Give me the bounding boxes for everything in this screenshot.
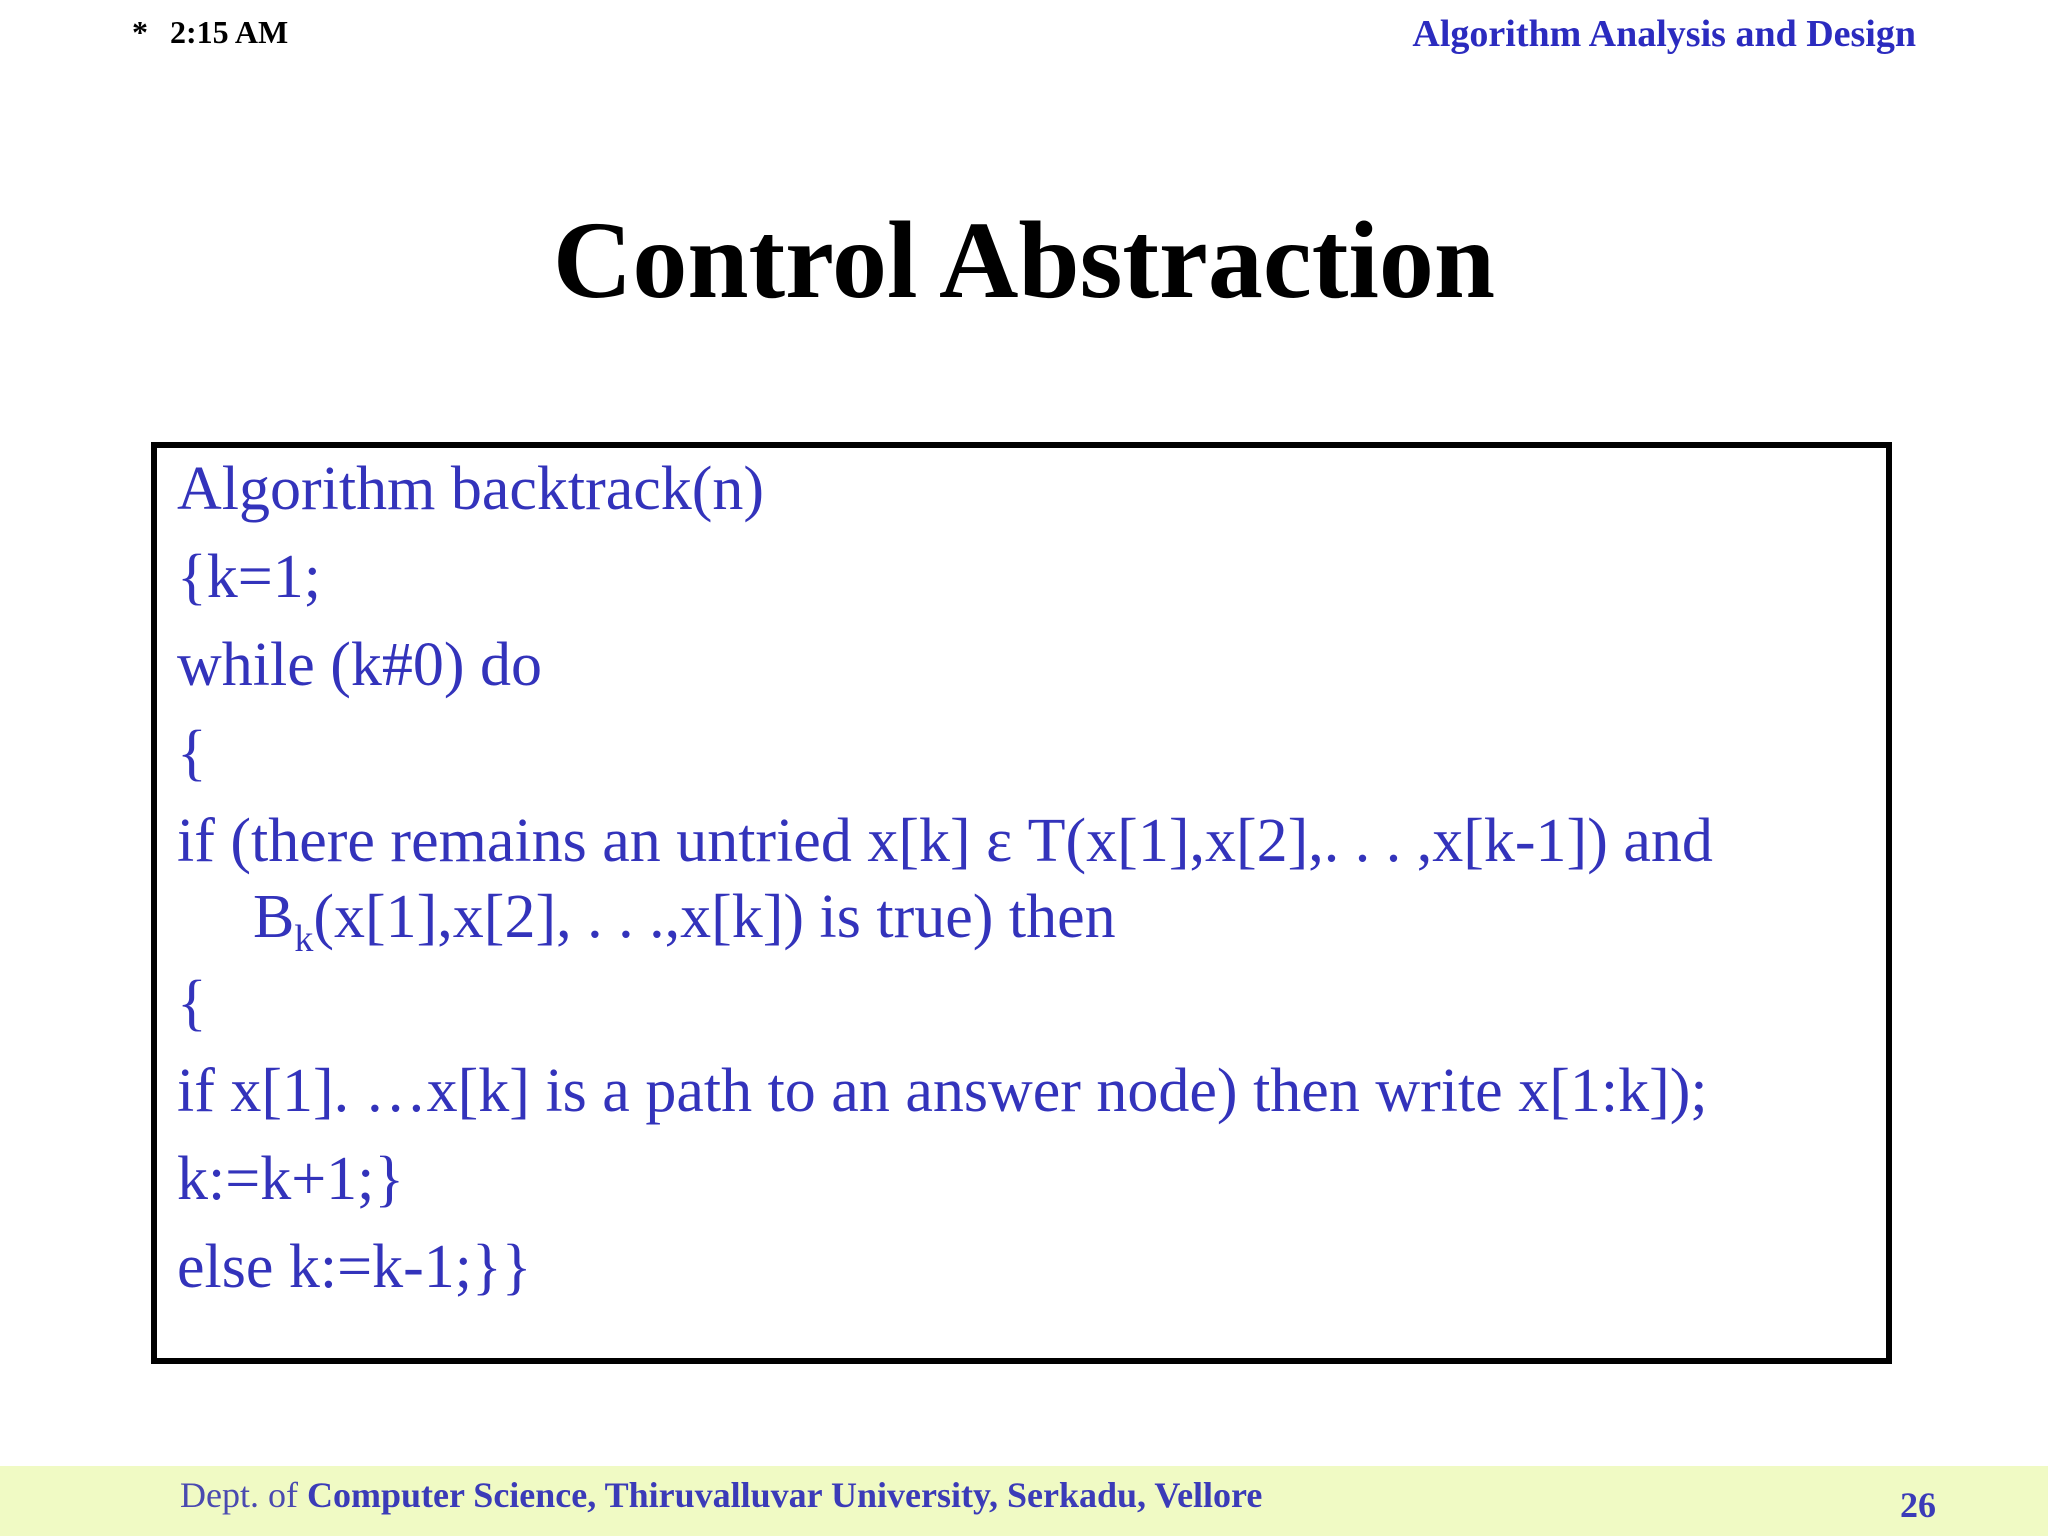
code-line-4: { — [177, 719, 207, 787]
page-number: 26 — [1900, 1485, 1936, 1525]
slide-header-left — [132, 14, 288, 51]
algorithm-code-box — [151, 442, 1892, 1364]
code-line-3: while (k#0) do — [177, 631, 543, 699]
code-line-10: else k:=k-1;}} — [177, 1233, 532, 1301]
code-line-7: { — [177, 969, 207, 1037]
footer-dept-name: Computer Science, Thiruvalluvar University, Serkadu, Vellore — [306, 1475, 1263, 1515]
header-course-title: Algorithm Analysis and Design — [1412, 13, 1916, 55]
code-line-2: {k=1; — [177, 543, 321, 611]
code-line-6-rest: (x[1],x[2], . . .,x[k]) is true) then — [313, 883, 1116, 951]
header-bullet: * — [132, 14, 148, 50]
footer-dept-prefix: Dept. of — [180, 1475, 307, 1515]
header-time: 2:15 AM — [170, 14, 289, 50]
footer-department — [180, 1474, 1262, 1516]
code-line-6 — [253, 883, 1116, 960]
code-line-9: k:=k+1;} — [177, 1145, 405, 1213]
code-line-5: if (there remains an untried x[k] ε T(x[1],x[2],. . . ,x[k-1]) and — [177, 807, 1713, 875]
code-line-8: if x[1]. …x[k] is a path to an answer node) then write x[1:k]); — [177, 1057, 1708, 1125]
slide-title: Control Abstraction — [552, 199, 1496, 321]
code-line-6-b: B — [253, 883, 295, 951]
code-line-1: Algorithm backtrack(n) — [177, 455, 765, 523]
code-line-6-subscript: k — [294, 918, 314, 960]
